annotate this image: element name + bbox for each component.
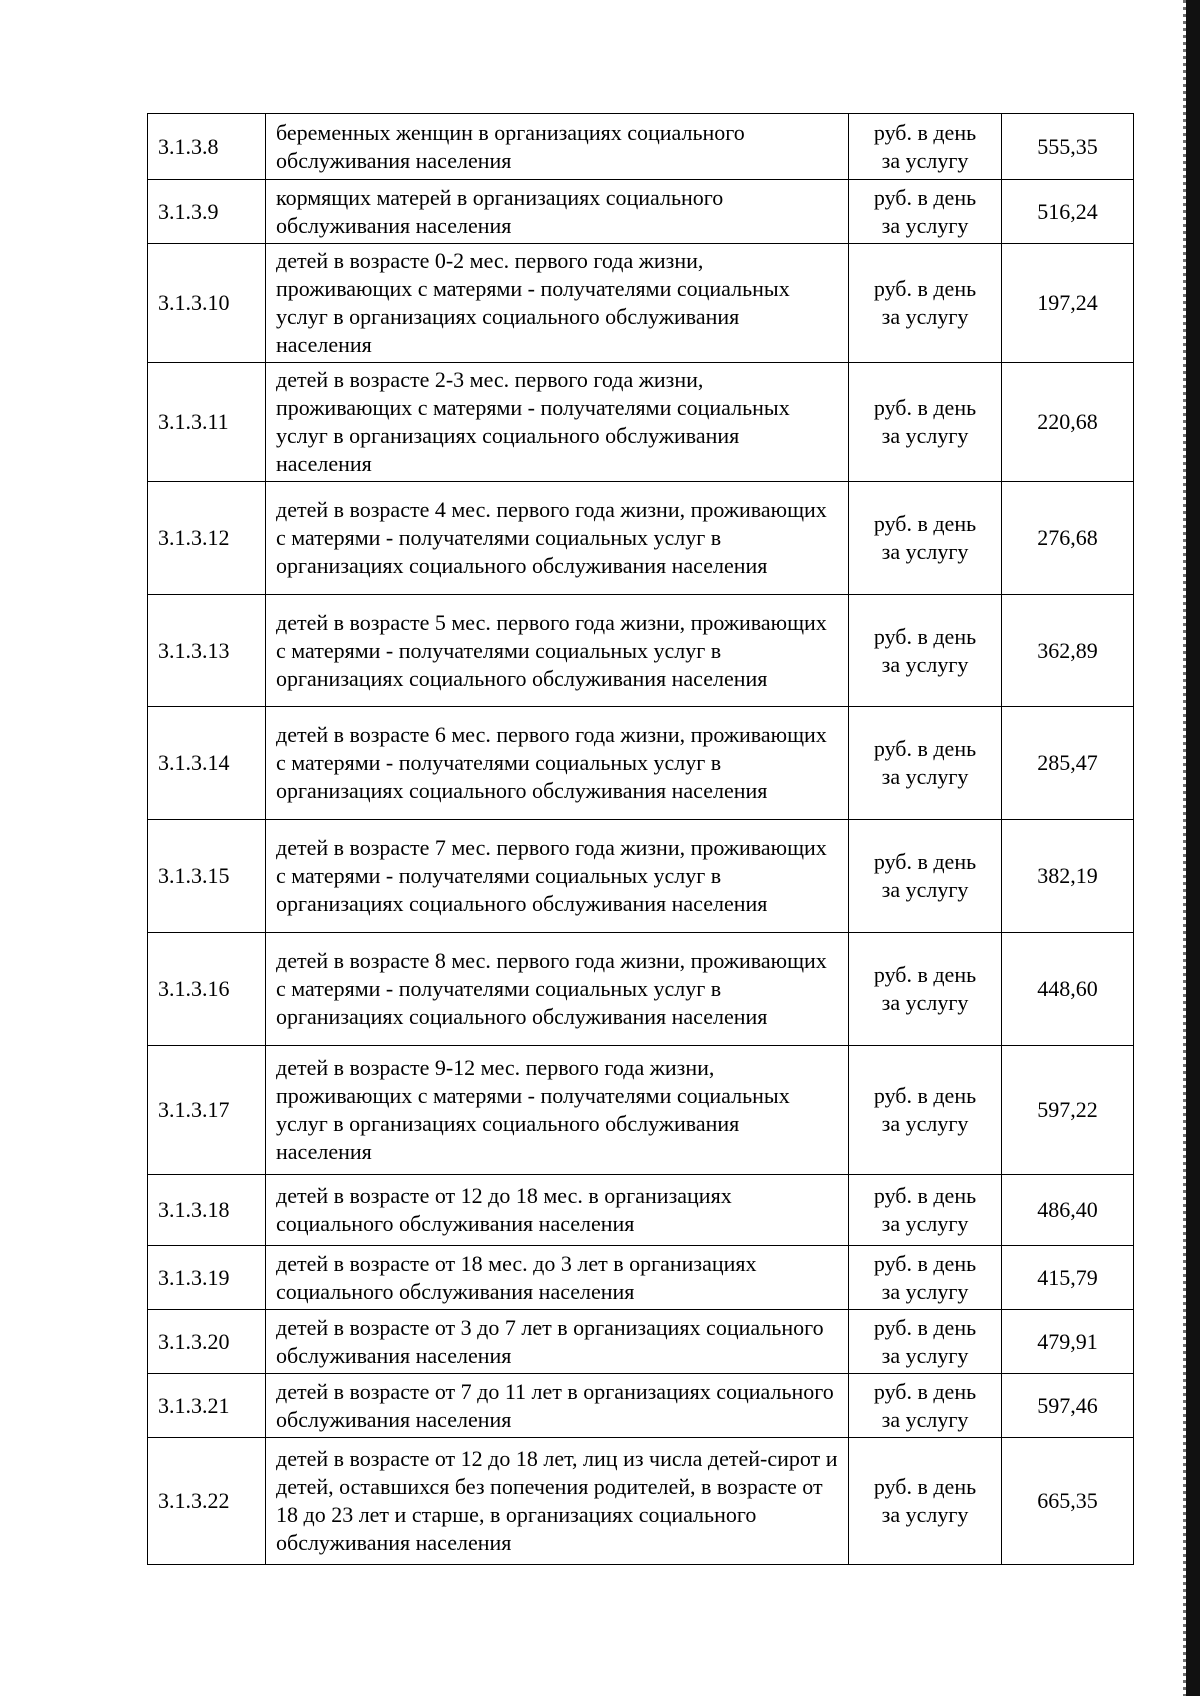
unit-line-1: руб. в день	[873, 623, 977, 649]
row-description: детей в возрасте 6 мес. первого года жизни, проживающих с матерями - получателями социальных услуг в организациях социального обслуживания населения	[266, 707, 849, 820]
row-code: 3.1.3.16	[148, 933, 266, 1046]
row-price: 555,35	[1002, 114, 1134, 180]
row-description: детей в возрасте от 12 до 18 мес. в организациях социального обслуживания населения	[266, 1175, 849, 1246]
unit-line-1: руб. в день	[873, 849, 977, 874]
unit-line-1: руб. в день	[873, 1314, 977, 1340]
table-row	[148, 114, 1134, 180]
row-code: 3.1.3.19	[148, 1246, 266, 1310]
row-unit	[849, 180, 1002, 244]
row-unit	[849, 1374, 1002, 1438]
row-price: 382,19	[1002, 820, 1134, 933]
unit-line-2: за услугу	[881, 539, 969, 564]
row-unit	[849, 595, 1002, 707]
unit-line-1: руб. в день	[873, 119, 977, 145]
table-row	[148, 1438, 1134, 1565]
unit-line-2: за услугу	[881, 423, 969, 448]
row-code: 3.1.3.15	[148, 820, 266, 933]
row-code: 3.1.3.11	[148, 363, 266, 482]
table-row	[148, 707, 1134, 820]
table-row	[148, 933, 1134, 1046]
unit-line-1: руб. в день	[873, 276, 977, 301]
row-price: 415,79	[1002, 1246, 1134, 1310]
row-price: 362,89	[1002, 595, 1134, 707]
unit-line-1: руб. в день	[873, 184, 977, 210]
row-unit	[849, 1046, 1002, 1175]
row-unit	[849, 482, 1002, 595]
row-description: беременных женщин в организациях социального обслуживания населения	[266, 114, 849, 180]
row-unit	[849, 1246, 1002, 1310]
unit-line-2: за услугу	[881, 1342, 969, 1368]
row-price: 220,68	[1002, 363, 1134, 482]
unit-line-2: за услугу	[881, 1211, 969, 1236]
row-price: 516,24	[1002, 180, 1134, 244]
row-unit	[849, 363, 1002, 482]
row-code: 3.1.3.17	[148, 1046, 266, 1175]
row-price: 197,24	[1002, 244, 1134, 363]
unit-line-1: руб. в день	[873, 511, 977, 536]
unit-line-2: за услугу	[881, 1111, 969, 1136]
row-price: 479,91	[1002, 1310, 1134, 1374]
row-unit	[849, 1438, 1002, 1565]
row-description: детей в возрасте от 3 до 7 лет в организациях социального обслуживания населения	[266, 1310, 849, 1374]
row-unit	[849, 820, 1002, 933]
row-description: детей в возрасте 7 мес. первого года жизни, проживающих с матерями - получателями социальных услуг в организациях социального обслуживания населения	[266, 820, 849, 933]
unit-line-1: руб. в день	[873, 1083, 977, 1108]
row-unit	[849, 707, 1002, 820]
unit-line-1: руб. в день	[873, 1378, 977, 1404]
row-description: детей в возрасте 5 мес. первого года жизни, проживающих с матерями - получателями социальных услуг в организациях социального обслуживания населения	[266, 595, 849, 707]
table-row	[148, 595, 1134, 707]
table-row	[148, 482, 1134, 595]
row-price: 665,35	[1002, 1438, 1134, 1565]
row-description: детей в возрасте 9-12 мес. первого года жизни, проживающих с матерями - получателями социальных услуг в организациях социального обслуживания населения	[266, 1046, 849, 1175]
row-code: 3.1.3.12	[148, 482, 266, 595]
row-price: 276,68	[1002, 482, 1134, 595]
table-row	[148, 1246, 1134, 1310]
row-price: 486,40	[1002, 1175, 1134, 1246]
row-description: детей в возрасте от 12 до 18 лет, лиц из числа детей-сирот и детей, оставшихся без попечения родителей, в возрасте от 18 до 23 лет и старше, в организациях социального обслуживания населения	[266, 1438, 849, 1565]
table-row	[148, 1374, 1134, 1438]
unit-line-2: за услугу	[881, 212, 969, 238]
tariff-table-body	[148, 114, 1134, 1565]
unit-line-2: за услугу	[881, 1278, 969, 1304]
row-description: детей в возрасте от 7 до 11 лет в организациях социального обслуживания населения	[266, 1374, 849, 1438]
row-description: кормящих матерей в организациях социального обслуживания населения	[266, 180, 849, 244]
unit-line-1: руб. в день	[873, 1474, 977, 1499]
table-row	[148, 820, 1134, 933]
unit-line-2: за услугу	[881, 877, 969, 902]
row-unit	[849, 244, 1002, 363]
unit-line-1: руб. в день	[873, 1250, 977, 1276]
row-price: 597,22	[1002, 1046, 1134, 1175]
tariff-table	[147, 113, 1134, 1565]
row-unit	[849, 1175, 1002, 1246]
unit-line-2: за услугу	[881, 304, 969, 329]
row-code: 3.1.3.10	[148, 244, 266, 363]
row-description: детей в возрасте 0-2 мес. первого года жизни, проживающих с матерями - получателями социальных услуг в организациях социального обслуживания населения	[266, 244, 849, 363]
table-row	[148, 1310, 1134, 1374]
row-code: 3.1.3.20	[148, 1310, 266, 1374]
row-code: 3.1.3.21	[148, 1374, 266, 1438]
row-price: 448,60	[1002, 933, 1134, 1046]
unit-line-2: за услугу	[881, 1502, 969, 1527]
row-code: 3.1.3.14	[148, 707, 266, 820]
row-price: 285,47	[1002, 707, 1134, 820]
table-row	[148, 1046, 1134, 1175]
unit-line-2: за услугу	[881, 1406, 969, 1432]
row-code: 3.1.3.13	[148, 595, 266, 707]
table-row	[148, 363, 1134, 482]
row-code: 3.1.3.8	[148, 114, 266, 180]
row-description: детей в возрасте 4 мес. первого года жизни, проживающих с матерями - получателями социальных услуг в организациях социального обслуживания населения	[266, 482, 849, 595]
table-row	[148, 1175, 1134, 1246]
row-code: 3.1.3.22	[148, 1438, 266, 1565]
row-price: 597,46	[1002, 1374, 1134, 1438]
table-row	[148, 244, 1134, 363]
row-description: детей в возрасте 8 мес. первого года жизни, проживающих с матерями - получателями социальных услуг в организациях социального обслуживания населения	[266, 933, 849, 1046]
unit-line-2: за услугу	[881, 651, 969, 677]
unit-line-2: за услугу	[881, 147, 969, 173]
unit-line-1: руб. в день	[873, 736, 977, 761]
unit-line-2: за услугу	[881, 990, 969, 1015]
unit-line-2: за услугу	[881, 764, 969, 789]
row-unit	[849, 933, 1002, 1046]
row-code: 3.1.3.18	[148, 1175, 266, 1246]
row-description: детей в возрасте от 18 мес. до 3 лет в организациях социального обслуживания населения	[266, 1246, 849, 1310]
row-description: детей в возрасте 2-3 мес. первого года жизни, проживающих с матерями - получателями социальных услуг в организациях социального обслуживания населения	[266, 363, 849, 482]
row-code: 3.1.3.9	[148, 180, 266, 244]
row-unit	[849, 1310, 1002, 1374]
table-row	[148, 180, 1134, 244]
unit-line-1: руб. в день	[873, 395, 977, 420]
scan-edge	[1186, 0, 1200, 1696]
unit-line-1: руб. в день	[873, 962, 977, 987]
row-unit	[849, 114, 1002, 180]
unit-line-1: руб. в день	[873, 1183, 977, 1208]
